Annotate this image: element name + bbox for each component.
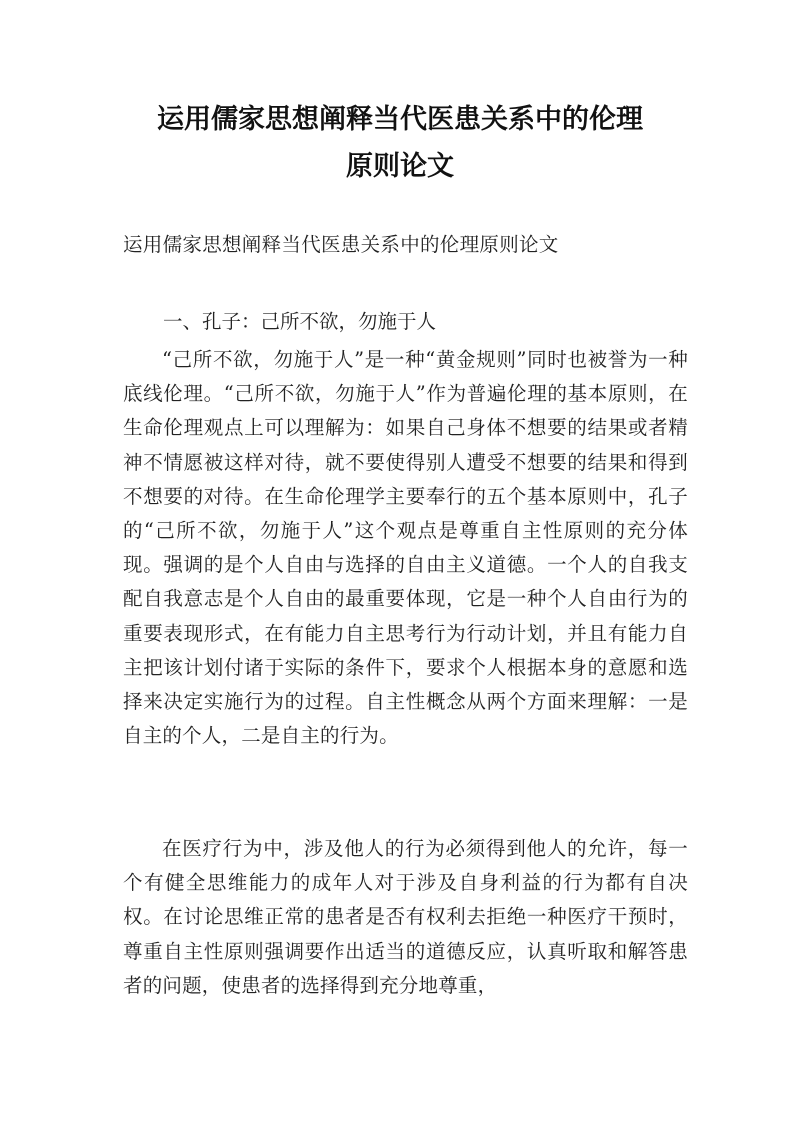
title-line-2: 原则论文 — [346, 151, 454, 182]
title-line-1: 运用儒家思想阐释当代医患关系中的伦理 — [157, 104, 643, 135]
section-heading: 一、孔子：己所不欲，勿施于人 — [163, 310, 437, 333]
body-paragraph: 在医疗行为中，涉及他人的行为必须得到他人的允许，每一个有健全思维能力的成年人对于涉及自身利益的行为都有自决权。在讨论思维正常的患者是否有权利去拒绝一种医疗干预时，尊重自主性原则强调要作出适当的道德反应，认真听取和解答患者的问题，使患者的选择得到充分地尊重， — [123, 837, 688, 997]
document-title — [100, 96, 700, 190]
body-paragraph: “己所不欲，勿施于人”是一种“黄金规则”同时也被誉为一种底线伦理。“己所不欲，勿施于人”作为普遍伦理的基本原则，在生命伦理观点上可以理解为：如果自己身体不想要的结果或者精神不情愿被这样对待，就不要使得别人遭受不想要的结果和得到不想要的对待。在生命伦理学主要奉行的五个基本原则中，孔子的“己所不欲，勿施于人”这个观点是尊重自主性原则的充分体现。强调的是个人自由与选择的自由主义道德。一个人的自我支配自我意志是个人自由的最重要体现，它是一种个人自由行为的重要表现形式，在有能力自主思考行为行动计划，并且有能力自主把该计划付诸于实际的条件下，要求个人根据本身的意愿和选择来决定实施行为的过程。自主性概念从两个方面来理解：一是自主的个人，二是自主的行为。 — [123, 348, 688, 748]
document-subtitle: 运用儒家思想阐释当代医患关系中的伦理原则论文 — [123, 233, 559, 256]
